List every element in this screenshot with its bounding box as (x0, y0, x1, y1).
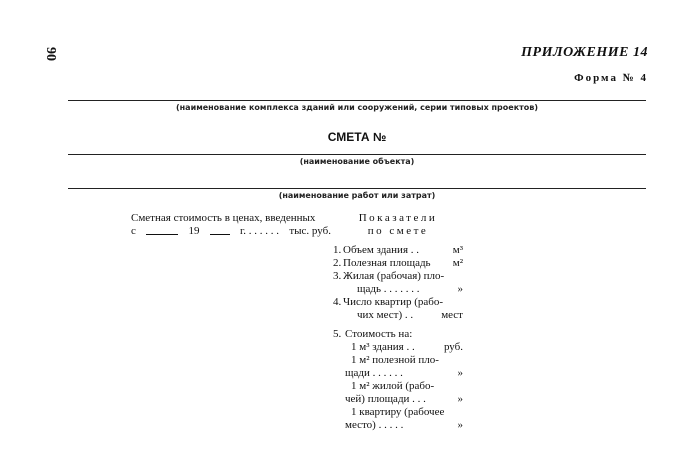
date-blank[interactable] (146, 225, 178, 235)
cost-per-m2-useful: 1 м² полезной пло- щади . . . . . . » (345, 354, 463, 379)
cost-per-apartment: 1 квартиру (рабочее место) . . . . . » (345, 406, 463, 431)
year-suffix: г. . . . . . . (240, 225, 280, 237)
caption-object: (наименование объекта) (299, 157, 415, 166)
indicators-block (333, 212, 463, 432)
year-blank[interactable] (210, 225, 230, 235)
cost-per-m3: 1 м³ здания . . руб. (351, 341, 463, 353)
form-number: Форма № 4 (574, 72, 648, 84)
indicator-useful-area: 2. Полезная площадь м² (333, 257, 463, 269)
page-number: 90 (43, 47, 58, 61)
cost-line-2 (131, 225, 331, 238)
caption-complex: (наименование комплекса зданий или сооружений, серии типовых проектов) (176, 103, 538, 112)
caption-works: (наименование работ или затрат) (278, 191, 436, 200)
cost-per-m2-living: 1 м² жилой (рабо- чей) площади . . . » (345, 380, 463, 405)
cost-line-1: Сметная стоимость в ценах, введенных (131, 212, 316, 224)
indicator-cost-heading: 5. Стоимость на: (333, 328, 413, 340)
cost-prefix: с (131, 225, 136, 237)
field-line-complex[interactable] (68, 100, 646, 101)
indicator-living-area: 3. Жилая (рабочая) пло- щадь . . . . . . . » (333, 270, 463, 295)
indicator-apartments: 4. Число квартир (рабо- чих мест) . . мест (333, 296, 463, 321)
cost-unit: тыс. руб. (289, 225, 331, 237)
field-line-works[interactable] (68, 188, 646, 189)
year-prefix: 19 (188, 225, 200, 237)
indicator-volume: 1. Объем здания . . м³ (333, 244, 463, 256)
appendix-title: ПРИЛОЖЕНИЕ 14 (521, 45, 648, 60)
document-title: СМЕТА № (327, 130, 387, 144)
indicators-heading-1: Показатели (358, 212, 438, 224)
field-line-object[interactable] (68, 154, 646, 155)
indicators-heading-2: по смете (367, 225, 429, 237)
estimated-cost-block (131, 212, 331, 238)
